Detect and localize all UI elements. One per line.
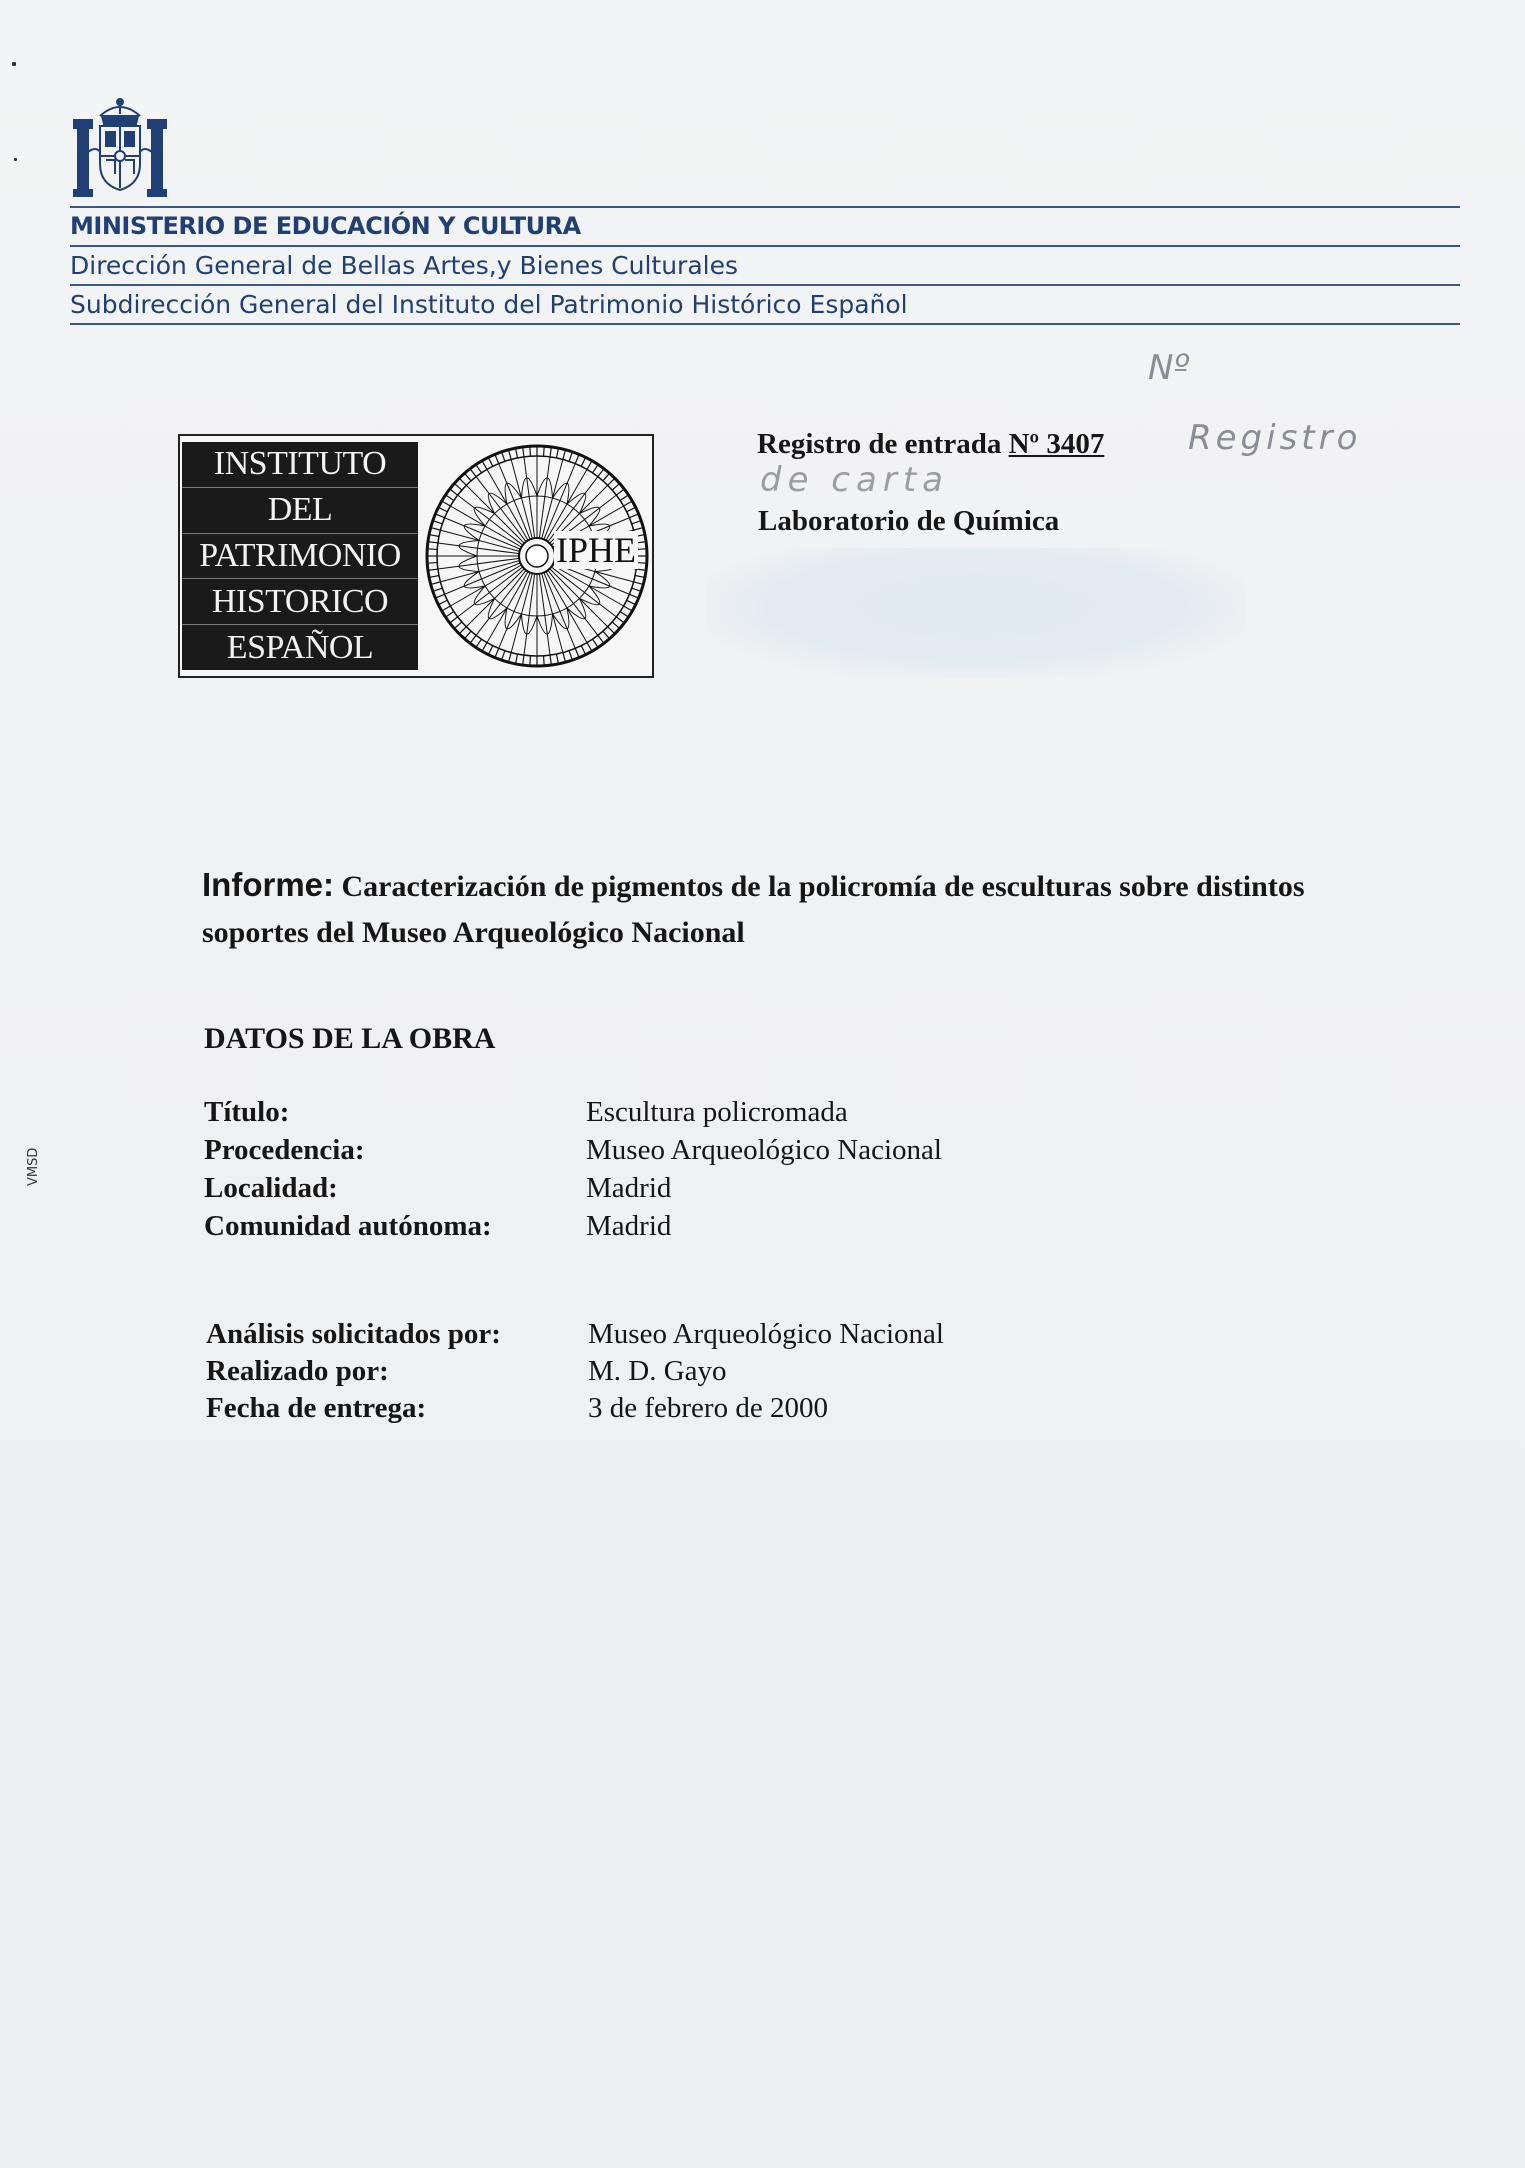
field-label: Título:	[204, 1096, 290, 1128]
field-value: Museo Arqueológico Nacional	[586, 1134, 942, 1166]
informe-text: Caracterización de pigmentos de la policromía de esculturas sobre distintos soportes del Museo Arqueológico Nacional	[202, 870, 1305, 949]
analisis-fields	[206, 1318, 1106, 1429]
iphe-logo	[178, 434, 654, 678]
institute-name-block	[182, 442, 418, 670]
datos-obra-heading: DATOS DE LA OBRA	[204, 1022, 496, 1055]
logo-line: PATRIMONIO	[182, 534, 418, 580]
field-label: Fecha de entrega:	[206, 1392, 427, 1424]
field-label: Análisis solicitados por:	[206, 1318, 501, 1350]
paper-speck	[14, 158, 17, 161]
ministry-name: MINISTERIO DE EDUCACIÓN Y CULTURA	[70, 208, 1460, 247]
spanish-coat-of-arms-icon	[70, 94, 170, 200]
subdirection-general: Subdirección General del Instituto del Patrimonio Histórico Español	[70, 286, 1460, 325]
field-row	[204, 1096, 1104, 1134]
correction-fluid-patch	[705, 548, 1245, 678]
laboratorio: Laboratorio de Química	[758, 505, 1060, 537]
handwritten-de-carta-note: de carta	[760, 460, 949, 500]
side-mark: VMSD	[26, 1147, 41, 1186]
field-value: Madrid	[586, 1172, 672, 1204]
field-row	[206, 1355, 1106, 1392]
field-row	[204, 1134, 1104, 1172]
registro-number: Nº 3407	[1008, 428, 1105, 460]
field-label: Realizado por:	[206, 1355, 389, 1387]
field-value: Escultura policromada	[586, 1096, 848, 1128]
informe-title	[202, 862, 1382, 956]
direction-general: Dirección General de Bellas Artes,y Bienes Culturales	[70, 247, 1460, 286]
field-row	[206, 1392, 1106, 1429]
logo-line: DEL	[182, 488, 418, 534]
field-label: Comunidad autónoma:	[204, 1210, 492, 1242]
iphe-acronym: IPHE	[556, 530, 636, 570]
datos-obra-fields	[204, 1096, 1104, 1248]
logo-line: HISTORICO	[182, 579, 418, 625]
registro-label: Registro de entrada	[757, 428, 1002, 460]
handwritten-number-note: Nº	[1148, 348, 1190, 388]
field-label: Procedencia:	[204, 1134, 365, 1166]
informe-label: Informe:	[202, 866, 334, 903]
field-label: Localidad:	[204, 1172, 338, 1204]
field-value: Madrid	[586, 1210, 672, 1242]
field-value: M. D. Gayo	[588, 1355, 727, 1387]
registro-entrada	[757, 428, 1104, 461]
paper-speck	[12, 62, 16, 66]
side-mark-wrap	[26, 1126, 44, 1186]
field-value: 3 de febrero de 2000	[588, 1392, 828, 1424]
field-row	[206, 1318, 1106, 1355]
handwritten-registro-note: Registro	[1188, 418, 1362, 458]
logo-line: INSTITUTO	[182, 442, 418, 488]
ministry-header	[70, 206, 1460, 325]
field-row	[204, 1210, 1104, 1248]
field-row	[204, 1172, 1104, 1210]
logo-line: ESPAÑOL	[226, 628, 374, 666]
field-value: Museo Arqueológico Nacional	[588, 1318, 944, 1350]
